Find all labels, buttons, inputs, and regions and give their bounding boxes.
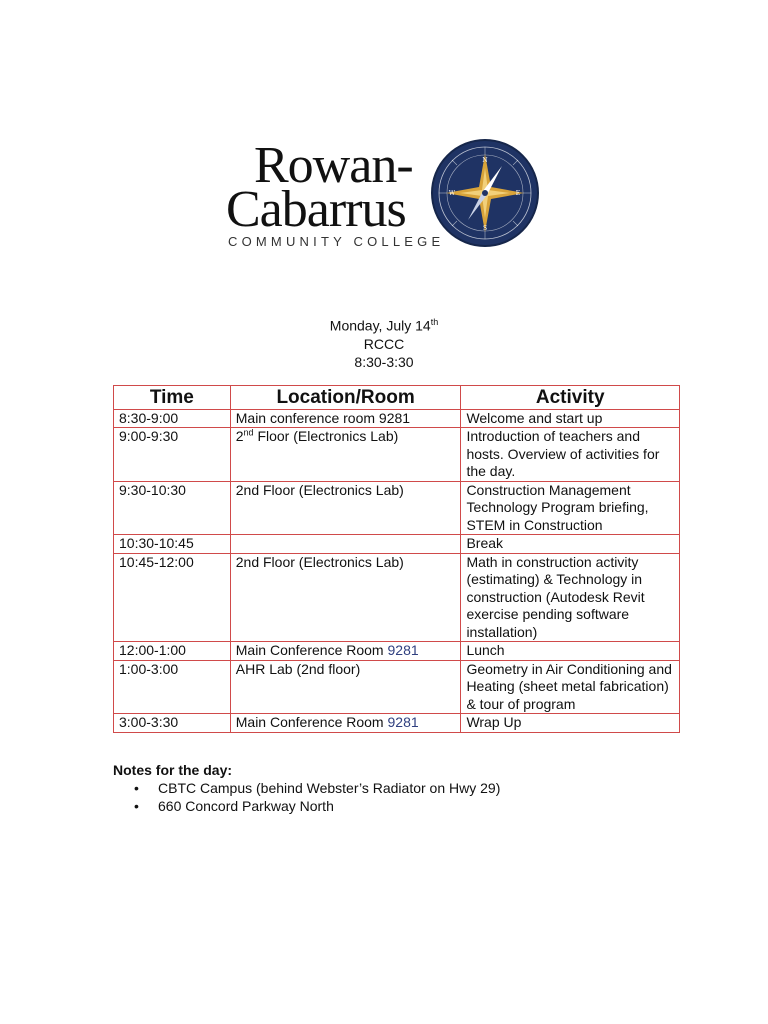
logo-name-line2: Cabarrus xyxy=(226,181,406,238)
cell-activity: Introduction of teachers and hosts. Overview of activities for the day. xyxy=(461,428,680,482)
cell-location-rest: Floor (Electronics Lab) xyxy=(253,428,399,444)
college-logo xyxy=(224,138,544,254)
list-item: • 660 Concord Parkway North xyxy=(158,797,673,815)
notes-title: Notes for the day: xyxy=(113,762,233,778)
compass-letter-e: E xyxy=(515,190,521,197)
logo-name-line1: Rowan- xyxy=(254,137,413,194)
cell-location xyxy=(230,714,461,733)
column-header-time: Time xyxy=(114,386,231,410)
cell-location: Main conference room 9281 xyxy=(230,409,461,428)
logo-subtitle: COMMUNITY COLLEGE xyxy=(228,234,445,249)
event-location: RCCC xyxy=(363,335,405,352)
event-date xyxy=(0,313,768,335)
compass-letter-w: W xyxy=(448,190,456,197)
cell-location xyxy=(230,535,461,554)
event-date-suffix: th xyxy=(430,317,439,327)
cell-time: 10:45-12:00 xyxy=(114,553,231,642)
cell-location-prefix: 2 xyxy=(235,428,244,444)
cell-activity: Wrap Up xyxy=(461,714,680,733)
event-header xyxy=(0,313,768,371)
cell-activity: Welcome and start up xyxy=(461,409,680,428)
room-number: 9281 xyxy=(387,714,419,730)
cell-activity: Geometry in Air Conditioning and Heating (sheet metal fabrication) & tour of program xyxy=(461,660,680,714)
cell-location: AHR Lab (2nd floor) xyxy=(230,660,461,714)
cell-location: 2nd Floor (Electronics Lab) xyxy=(230,481,461,535)
table-row xyxy=(114,409,680,428)
compass-icon xyxy=(430,138,540,248)
list-item: • CBTC Campus (behind Webster’s Radiator on Hwy 29) xyxy=(158,779,673,797)
cell-activity: Math in construction activity (estimating) & Technology in construction (Autodesk Revit exercise pending software installation) xyxy=(461,553,680,642)
cell-location xyxy=(230,642,461,661)
table-row xyxy=(114,535,680,554)
cell-activity: Construction Management Technology Program briefing, STEM in Construction xyxy=(461,481,680,535)
cell-time: 12:00-1:00 xyxy=(114,642,231,661)
cell-time: 9:30-10:30 xyxy=(114,481,231,535)
cell-activity: Break xyxy=(461,535,680,554)
compass-letter-n: N xyxy=(482,157,488,164)
compass-letter-s: S xyxy=(482,225,488,232)
cell-location: 2nd Floor (Electronics Lab) xyxy=(230,553,461,642)
cell-time: 8:30-9:00 xyxy=(114,409,231,428)
table-row xyxy=(114,642,680,661)
cell-location-text: Main Conference Room xyxy=(235,642,388,658)
table-row xyxy=(114,428,680,482)
table-row xyxy=(114,481,680,535)
schedule-table xyxy=(113,385,680,733)
cell-time: 9:00-9:30 xyxy=(114,428,231,482)
cell-time: 3:00-3:30 xyxy=(114,714,231,733)
table-row xyxy=(114,660,680,714)
room-number: 9281 xyxy=(387,642,419,658)
cell-time: 10:30-10:45 xyxy=(114,535,231,554)
table-row xyxy=(114,714,680,733)
cell-location-text: Main Conference Room xyxy=(235,714,388,730)
notes-section xyxy=(113,761,673,815)
event-date-main: Monday, July 14 xyxy=(329,317,431,334)
column-header-activity: Activity xyxy=(461,386,680,410)
cell-location-sup: nd xyxy=(243,427,254,438)
table-row xyxy=(114,553,680,642)
table-header-row xyxy=(114,386,680,410)
cell-time: 1:00-3:00 xyxy=(114,660,231,714)
event-time-range: 8:30-3:30 xyxy=(354,353,414,370)
notes-list xyxy=(113,779,673,815)
cell-activity: Lunch xyxy=(461,642,680,661)
cell-location xyxy=(230,428,461,482)
column-header-location: Location/Room xyxy=(230,386,461,410)
